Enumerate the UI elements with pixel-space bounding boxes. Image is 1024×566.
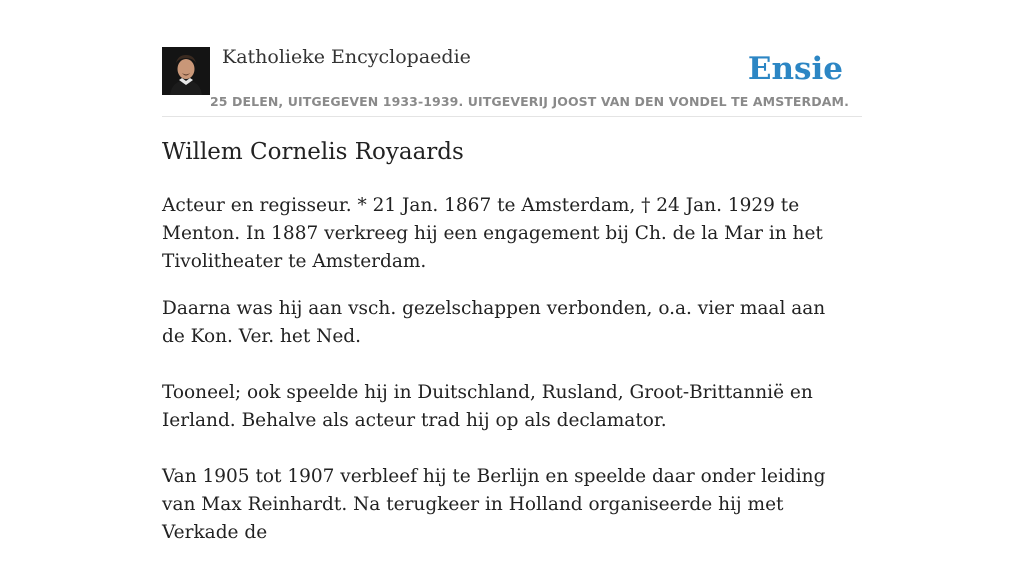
article-paragraph: Tooneel; ook speelde hij in Duitschland, Rusland, Groot-Brittannië en Ierland. Behalve als acteur trad hij op als declamator. <box>162 382 813 431</box>
article-paragraph: Van 1905 tot 1907 verbleef hij te Berlijn en speelde daar onder leiding van Max Reinhardt. Na terugkeer in Holland organiseerde hij met Verkade de <box>162 466 826 543</box>
page <box>162 0 862 543</box>
article-paragraph: Daarna was hij aan vsch. gezelschappen verbonden, o.a. vier maal aan de Kon. Ver. het Ned. <box>162 298 826 347</box>
source-subtitle: 25 DELEN, UITGEGEVEN 1933-1939. UITGEVERIJ JOOST VAN DEN VONDEL TE AMSTERDAM. <box>210 94 849 109</box>
article-title: Willem Cornelis Royaards <box>162 139 464 165</box>
source-title[interactable]: Katholieke Encyclopaedie <box>222 46 471 68</box>
portrait-icon <box>162 47 210 95</box>
ensie-logo-link[interactable]: Ensie <box>747 51 843 87</box>
source-header <box>162 0 862 117</box>
source-avatar[interactable] <box>162 47 210 95</box>
article-paragraph: Acteur en regisseur. * 21 Jan. 1867 te Amsterdam, † 24 Jan. 1929 te Menton. In 1887 verkreeg hij een engagement bij Ch. de la Mar in het Tivolitheater te Amsterdam. <box>162 195 823 272</box>
article-body <box>162 192 852 566</box>
